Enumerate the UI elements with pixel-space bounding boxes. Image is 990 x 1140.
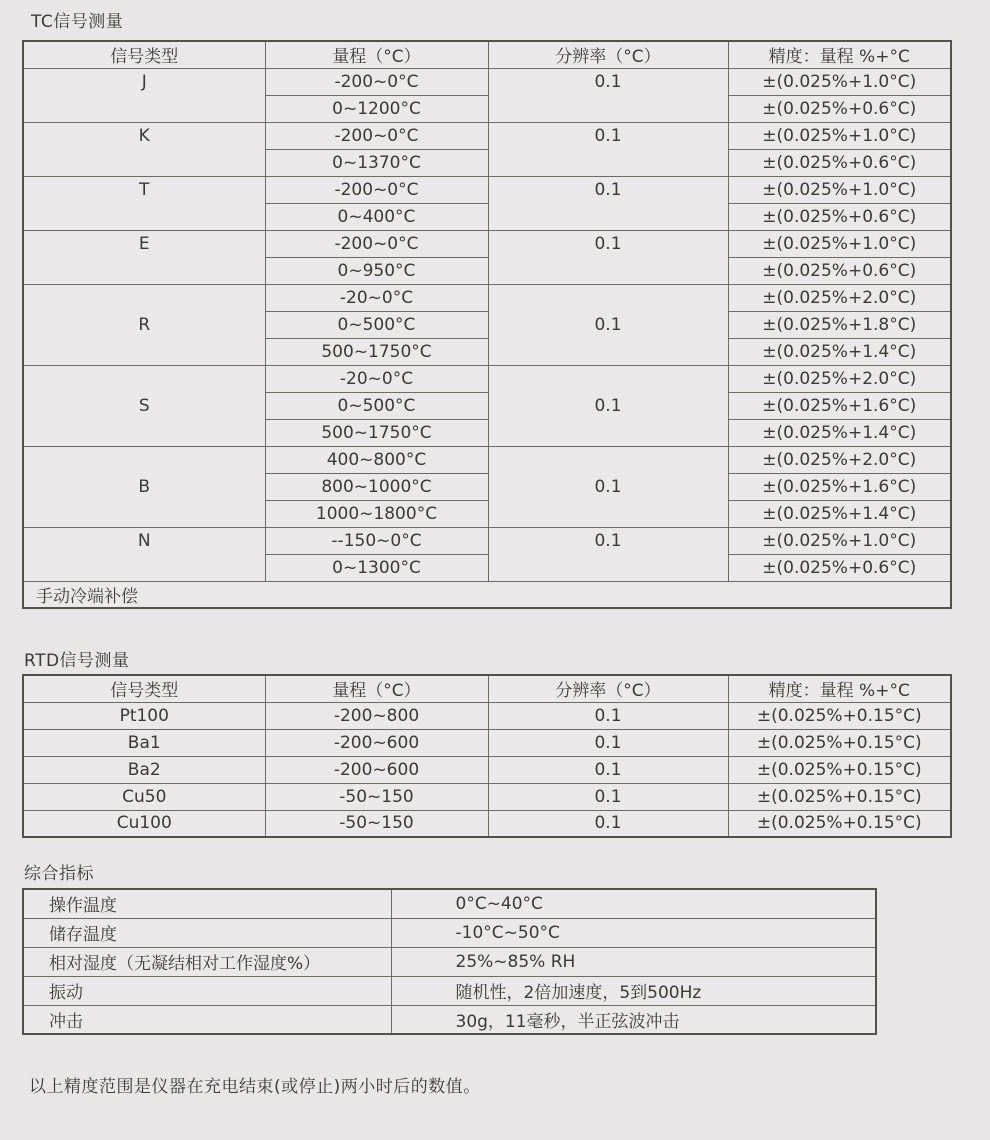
- tc-header-signal-type: 信号类型: [23, 41, 265, 68]
- rtd-accuracy-cell: ±(0.025%+0.15°C): [728, 729, 951, 756]
- tc-header-resolution: 分辨率（°C）: [488, 41, 728, 68]
- tc-range-cell: 1000~1800°C: [265, 500, 488, 527]
- tc-row-j-0: [23, 68, 951, 95]
- tc-resolution-cell: 0.1: [488, 68, 728, 122]
- tc-signal-type-cell: S: [23, 365, 265, 446]
- tc-resolution-cell: 0.1: [488, 527, 728, 581]
- general-label-cell: 储存温度: [23, 918, 391, 947]
- tc-accuracy-cell: ±(0.025%+1.0°C): [728, 527, 951, 554]
- rtd-header-signal-type: 信号类型: [23, 675, 265, 702]
- tc-signal-type-cell: K: [23, 122, 265, 176]
- tc-range-cell: 400~800°C: [265, 446, 488, 473]
- tc-range-cell: 500~1750°C: [265, 338, 488, 365]
- rtd-section-title: RTD信号测量: [24, 651, 130, 671]
- rtd-signal-table: [22, 674, 952, 838]
- tc-row-e-0: [23, 230, 951, 257]
- general-section-title: 综合指标: [24, 864, 94, 884]
- general-value-cell: 0°C~40°C: [391, 889, 876, 918]
- general-value-cell: -10°C~50°C: [391, 918, 876, 947]
- tc-resolution-cell: 0.1: [488, 176, 728, 230]
- rtd-signal-type-cell: Ba1: [23, 729, 265, 756]
- tc-range-cell: -200~0°C: [265, 230, 488, 257]
- tc-range-cell: 0~1300°C: [265, 554, 488, 581]
- tc-signal-type-cell: J: [23, 68, 265, 122]
- general-label-cell: 振动: [23, 976, 391, 1005]
- tc-row-s-0: [23, 365, 951, 392]
- rtd-signal-type-cell: Pt100: [23, 702, 265, 729]
- general-label-cell: 操作温度: [23, 889, 391, 918]
- tc-accuracy-cell: ±(0.025%+1.8°C): [728, 311, 951, 338]
- rtd-resolution-cell: 0.1: [488, 810, 728, 837]
- tc-accuracy-cell: ±(0.025%+1.4°C): [728, 419, 951, 446]
- tc-range-cell: 0~400°C: [265, 203, 488, 230]
- general-value-cell: 随机性，2倍加速度，5到500Hz: [391, 976, 876, 1005]
- tc-range-cell: 0~1370°C: [265, 149, 488, 176]
- tc-signal-type-cell: R: [23, 284, 265, 365]
- tc-accuracy-cell: ±(0.025%+1.0°C): [728, 176, 951, 203]
- rtd-row-pt100: [23, 702, 951, 729]
- tc-row-r-0: [23, 284, 951, 311]
- general-spec-table: [22, 888, 877, 1035]
- rtd-accuracy-cell: ±(0.025%+0.15°C): [728, 810, 951, 837]
- tc-row-k-0: [23, 122, 951, 149]
- tc-resolution-cell: 0.1: [488, 365, 728, 446]
- tc-range-cell: 500~1750°C: [265, 419, 488, 446]
- tc-accuracy-cell: ±(0.025%+1.0°C): [728, 230, 951, 257]
- tc-signal-type-cell: N: [23, 527, 265, 581]
- tc-header-accuracy: 精度：量程 %+°C: [728, 41, 951, 68]
- general-label-cell: 冲击: [23, 1005, 391, 1034]
- rtd-signal-type-cell: Ba2: [23, 756, 265, 783]
- tc-accuracy-cell: ±(0.025%+1.0°C): [728, 68, 951, 95]
- rtd-header-range: 量程（°C）: [265, 675, 488, 702]
- tc-range-cell: -20~0°C: [265, 284, 488, 311]
- tc-accuracy-cell: ±(0.025%+1.4°C): [728, 500, 951, 527]
- rtd-resolution-cell: 0.1: [488, 783, 728, 810]
- tc-accuracy-cell: ±(0.025%+0.6°C): [728, 149, 951, 176]
- general-label-cell: 相对湿度（无凝结相对工作湿度%）: [23, 947, 391, 976]
- accuracy-footnote: 以上精度范围是仪器在充电结束(或停止)两小时后的数值。: [29, 1077, 481, 1097]
- tc-range-cell: 0~500°C: [265, 311, 488, 338]
- general-row-4: [23, 1005, 876, 1034]
- rtd-resolution-cell: 0.1: [488, 702, 728, 729]
- rtd-range-cell: -200~600: [265, 729, 488, 756]
- rtd-range-cell: -50~150: [265, 810, 488, 837]
- tc-signal-type-cell: B: [23, 446, 265, 527]
- tc-range-cell: 0~500°C: [265, 392, 488, 419]
- tc-footer-row: [23, 581, 951, 608]
- tc-range-cell: --150~0°C: [265, 527, 488, 554]
- general-row-3: [23, 976, 876, 1005]
- rtd-row-cu50: [23, 783, 951, 810]
- rtd-range-cell: -50~150: [265, 783, 488, 810]
- general-row-2: [23, 947, 876, 976]
- tc-cold-junction-cell: 手动冷端补偿: [23, 581, 951, 608]
- rtd-accuracy-cell: ±(0.025%+0.15°C): [728, 702, 951, 729]
- general-row-0: [23, 889, 876, 918]
- rtd-header-accuracy: 精度：量程 %+°C: [728, 675, 951, 702]
- tc-row-b-0: [23, 446, 951, 473]
- tc-row-n-0: [23, 527, 951, 554]
- tc-accuracy-cell: ±(0.025%+2.0°C): [728, 365, 951, 392]
- tc-resolution-cell: 0.1: [488, 122, 728, 176]
- tc-resolution-cell: 0.1: [488, 446, 728, 527]
- rtd-resolution-cell: 0.1: [488, 729, 728, 756]
- rtd-row-ba1: [23, 729, 951, 756]
- tc-resolution-cell: 0.1: [488, 284, 728, 365]
- tc-accuracy-cell: ±(0.025%+2.0°C): [728, 446, 951, 473]
- rtd-resolution-cell: 0.1: [488, 756, 728, 783]
- tc-range-cell: 0~1200°C: [265, 95, 488, 122]
- tc-range-cell: 800~1000°C: [265, 473, 488, 500]
- tc-accuracy-cell: ±(0.025%+0.6°C): [728, 95, 951, 122]
- tc-resolution-cell: 0.1: [488, 230, 728, 284]
- tc-accuracy-cell: ±(0.025%+1.4°C): [728, 338, 951, 365]
- tc-accuracy-cell: ±(0.025%+0.6°C): [728, 203, 951, 230]
- rtd-row-cu100: [23, 810, 951, 837]
- rtd-range-cell: -200~800: [265, 702, 488, 729]
- tc-section-title: TC信号测量: [31, 12, 124, 32]
- tc-signal-type-cell: E: [23, 230, 265, 284]
- rtd-signal-type-cell: Cu50: [23, 783, 265, 810]
- general-value-cell: 30g，11毫秒，半正弦波冲击: [391, 1005, 876, 1034]
- tc-accuracy-cell: ±(0.025%+0.6°C): [728, 257, 951, 284]
- tc-range-cell: -20~0°C: [265, 365, 488, 392]
- tc-range-cell: -200~0°C: [265, 176, 488, 203]
- rtd-signal-type-cell: Cu100: [23, 810, 265, 837]
- tc-accuracy-cell: ±(0.025%+1.0°C): [728, 122, 951, 149]
- tc-accuracy-cell: ±(0.025%+1.6°C): [728, 392, 951, 419]
- tc-row-t-0: [23, 176, 951, 203]
- tc-header-range: 量程（°C）: [265, 41, 488, 68]
- tc-range-cell: 0~950°C: [265, 257, 488, 284]
- rtd-accuracy-cell: ±(0.025%+0.15°C): [728, 756, 951, 783]
- tc-signal-table: [22, 40, 952, 609]
- rtd-header-row: [23, 675, 951, 702]
- rtd-accuracy-cell: ±(0.025%+0.15°C): [728, 783, 951, 810]
- rtd-header-resolution: 分辨率（°C）: [488, 675, 728, 702]
- tc-accuracy-cell: ±(0.025%+1.6°C): [728, 473, 951, 500]
- general-row-1: [23, 918, 876, 947]
- tc-accuracy-cell: ±(0.025%+0.6°C): [728, 554, 951, 581]
- rtd-range-cell: -200~600: [265, 756, 488, 783]
- tc-header-row: [23, 41, 951, 68]
- tc-accuracy-cell: ±(0.025%+2.0°C): [728, 284, 951, 311]
- rtd-row-ba2: [23, 756, 951, 783]
- tc-signal-type-cell: T: [23, 176, 265, 230]
- general-value-cell: 25%~85% RH: [391, 947, 876, 976]
- tc-range-cell: -200~0°C: [265, 122, 488, 149]
- tc-range-cell: -200~0°C: [265, 68, 488, 95]
